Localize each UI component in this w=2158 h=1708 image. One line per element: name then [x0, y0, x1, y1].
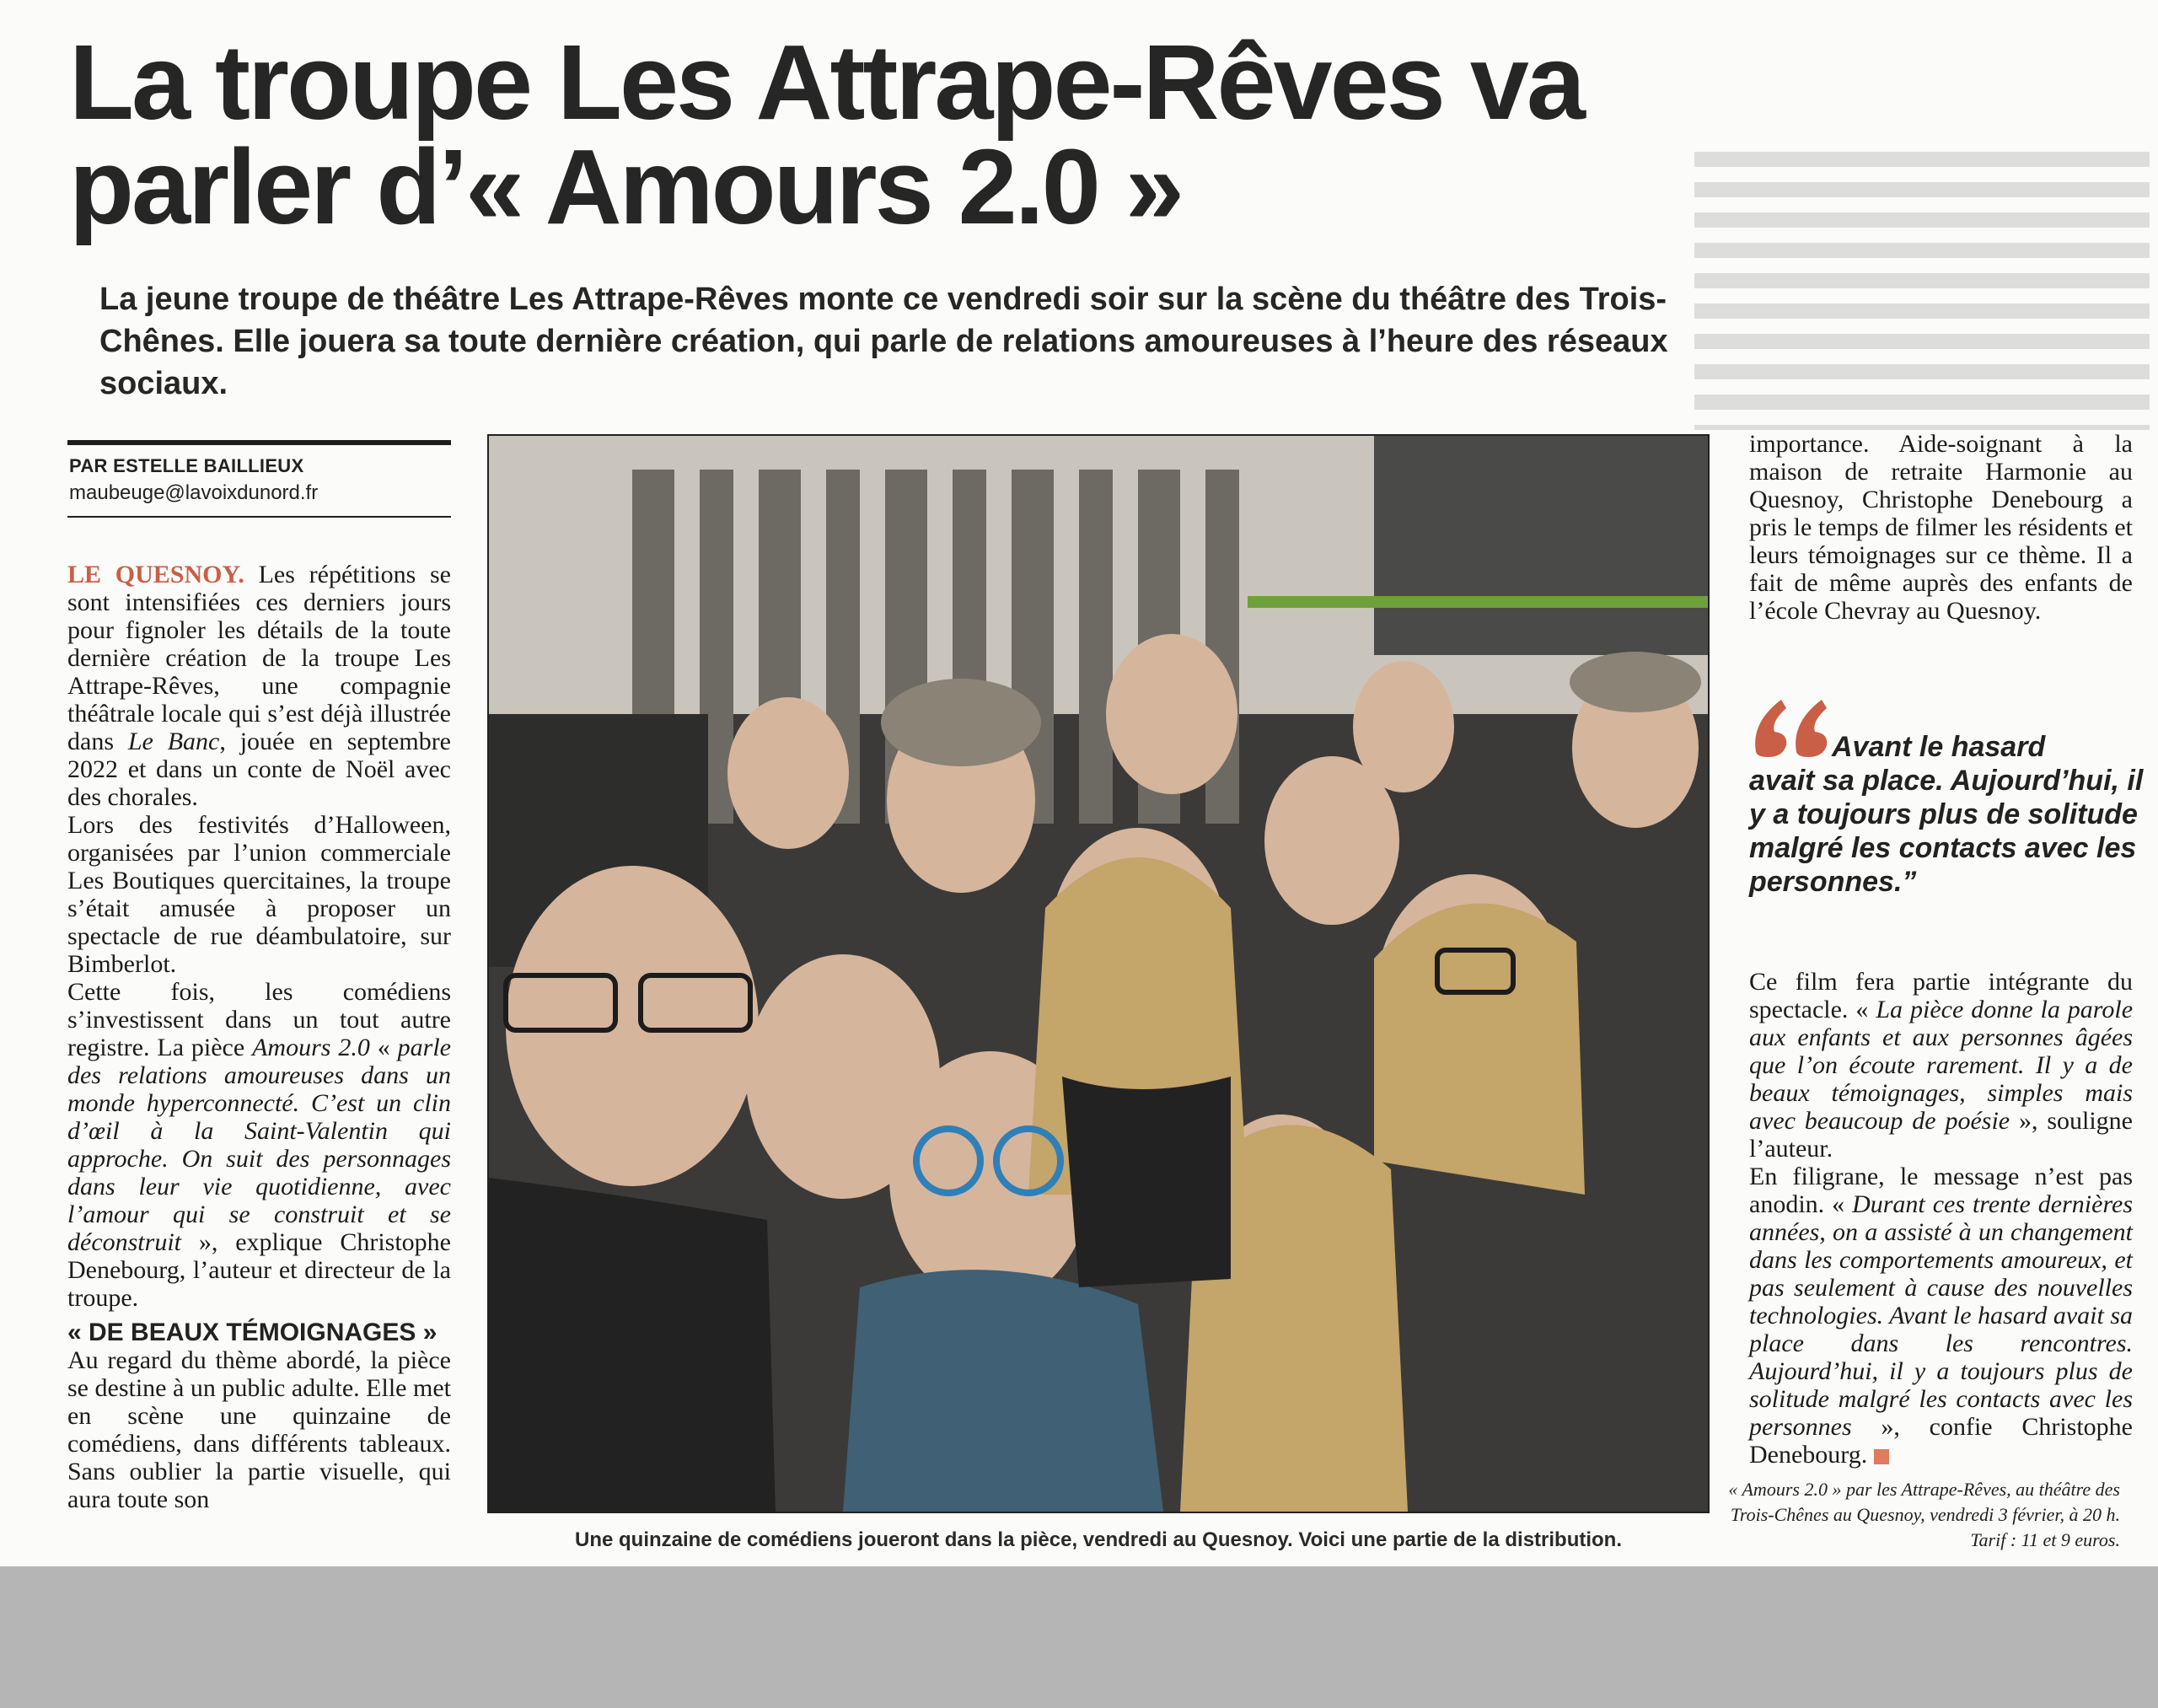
event-details: par les Attrape-Rêves, au théâtre des Trois-Chênes au Quesnoy, vendredi 3 février, à 20 h. Tarif : 11 et 9 euros.: [1730, 1479, 2120, 1550]
author-quote: Durant ces trente dernières années, on a assisté à un changement dans les comportements amoureux, et pas seulement à cause des nouvelles technologies. Avant le hasard avait sa place dans les rencontres. Aujourd’hui, il y a toujours plus de solitude malgré les contacts avec les personnes: [1749, 1190, 2133, 1441]
play-title: Le Banc: [127, 728, 220, 755]
event-title: « Amours 2.0 »: [1728, 1479, 1842, 1500]
scan-background-band: [0, 1566, 2158, 1708]
body-paragraph: Au regard du thème abordé, la pièce se destine à un public adulte. Elle met en scène une quinzaine de comédiens, dans différents tableaux. Sans oublier la partie visuelle, qui aura toute son: [67, 1346, 451, 1513]
author-email: maubeuge@lavoixdunord.fr: [69, 481, 319, 504]
body-column-left: [67, 561, 451, 1513]
body-paragraph: [67, 978, 451, 1312]
subheading: « DE BEAUX TÉMOIGNAGES »: [67, 1319, 438, 1346]
pull-quote: [1749, 730, 2145, 899]
event-info: [1720, 1477, 2120, 1553]
byline: PAR ESTELLE BAILLIEUX: [69, 455, 304, 476]
body-text: Ce film fera partie intégrante du spectacle. «: [1749, 968, 2133, 1023]
body-paragraph: [1749, 968, 2133, 1163]
body-paragraph: [1749, 1163, 2133, 1469]
pull-quote-line: Avant le hasard: [1832, 731, 2046, 763]
headline: La troupe Les Attrape-Rêves va parler d’« Amours 2.0 »: [69, 23, 1583, 246]
dateline: LE QUESNOY.: [67, 561, 244, 588]
photo-caption: Une quinzaine de comédiens joueront dans la pièce, vendredi au Quesnoy. Voici une partie de la distribution.: [574, 1528, 1623, 1551]
troupe-selfie-photo: [487, 434, 1710, 1513]
body-text: », explique Christophe Denebourg, l’auteur et directeur de la troupe.: [67, 1228, 451, 1312]
end-mark-icon: [1874, 1449, 1889, 1464]
body-text: «: [369, 1034, 398, 1061]
author-quote: La pièce donne la parole aux enfants et aux personnes âgées que l’on écoute rarement. Il y a de beaux témoignages, simples mais avec beaucoup de poésie: [1749, 996, 2134, 1135]
body-text: Cette fois, les comédiens s’investissent dans un tout autre registre. La pièce: [67, 978, 451, 1061]
body-column-right-top: [1749, 430, 2133, 625]
body-paragraph: Lors des festivités d’Halloween, organisées par l’union commerciale Les Boutiques quercitaines, la troupe s’était amusée à proposer un spectacle de rue déambulatoire, sur Bimberlot.: [67, 811, 451, 978]
body-paragraph: importance. Aide-soignant à la maison de retraite Harmonie au Quesnoy, Christophe Denebourg a pris le temps de filmer les résidents et leurs témoignages sur ce thème. Il a fait de même auprès des enfants de l’école Chevray au Quesnoy.: [1749, 430, 2133, 625]
byline-rule: [67, 440, 451, 445]
byline-rule-thin: [67, 516, 451, 518]
body-text: », souligne l’auteur.: [1749, 1107, 2133, 1163]
author-quote: parle des relations amoureuses dans un monde hyperconnecté. C’est un clin d’œil à la Saint-Valentin qui approche. On suit des personnages dans leur vie quotidienne, avec l’amour qui se construit et se déconstruit: [67, 1034, 451, 1256]
pull-quote-text: avait sa place. Aujourd’hui, il y a toujours plus de solitude malgré les contacts avec les personnes.”: [1749, 765, 2144, 898]
photo-illustration: [489, 436, 1708, 1512]
body-text: Les répétitions se sont intensifiées ces derniers jours pour fignoler les détails de la toute dernière création de la troupe Les Attrape-Rêves, une compagnie théâtrale locale qui s’est déjà illustrée dans: [67, 561, 451, 755]
body-text: , jouée en septembre 2022 et dans un conte de Noël avec des chorales.: [67, 728, 451, 811]
body-column-right-bottom: [1749, 968, 2133, 1469]
body-paragraph: [67, 561, 451, 811]
lede: La jeune troupe de théâtre Les Attrape-Rêves monte ce vendredi soir sur la scène du théâtre des Trois-Chênes. Elle jouera sa toute dernière création, qui parle de relations amoureuses à l’heure des réseaux sociaux.: [99, 282, 1668, 401]
body-text: En filigrane, le message n’est pas anodin. «: [1749, 1163, 2133, 1218]
play-title: Amours 2.0: [252, 1034, 370, 1061]
body-text: », confie Christophe Denebourg.: [1749, 1413, 2133, 1469]
